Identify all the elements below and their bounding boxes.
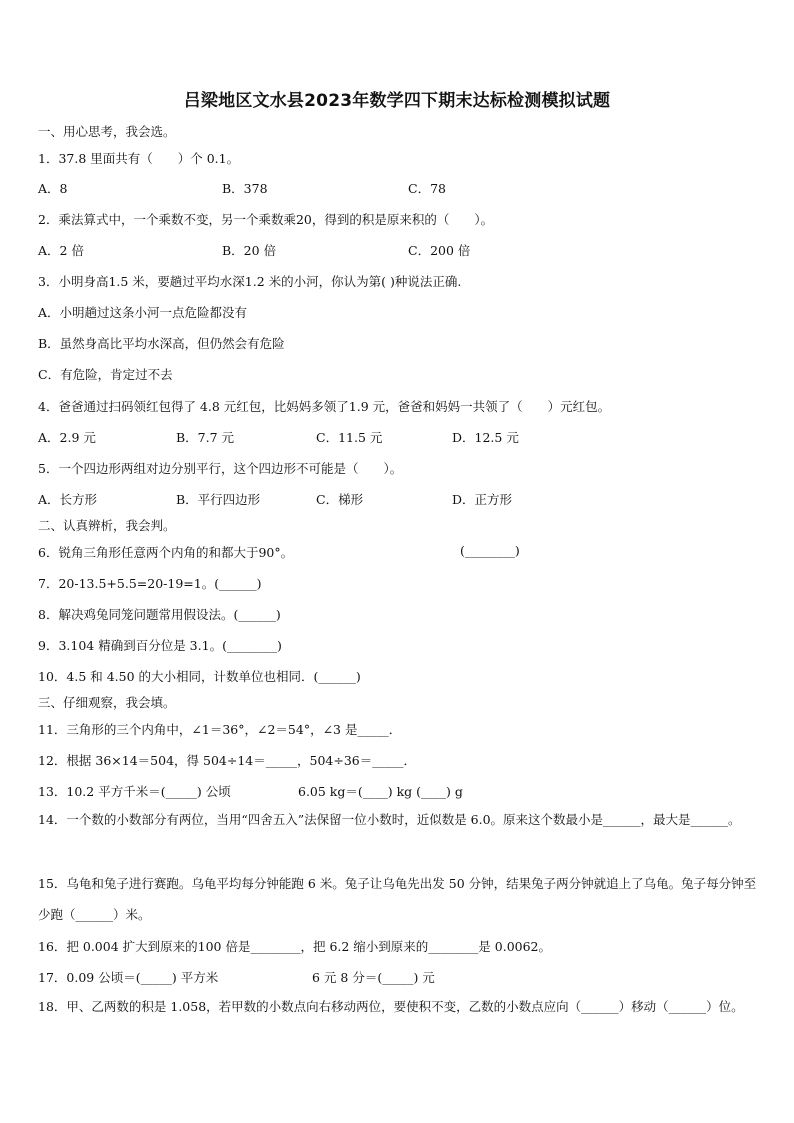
question-16: 16．把 0.004 扩大到原来的100 倍是________，把 6.2 缩小到原来的________是 0.0062。 xyxy=(38,939,552,954)
question-5-option-c: C．梯形 xyxy=(316,492,364,507)
question-4-option-a: A．2.9 元 xyxy=(38,430,96,445)
question-1-stem: 1．37.8 里面共有（ ）个 0.1。 xyxy=(38,151,240,166)
question-5-stem: 5．一个四边形两组对边分别平行，这个四边形不可能是（ ）。 xyxy=(38,461,403,476)
question-8: 8．解决鸡兔同笼问题常用假设法。(______) xyxy=(38,607,281,622)
question-6-answer-blank: (________) xyxy=(460,543,520,558)
question-3-stem: 3．小明身高1.5 米，要趟过平均水深1.2 米的小河，你认为第( )种说法正确. xyxy=(38,274,462,289)
question-2-option-c: C．200 倍 xyxy=(408,243,471,258)
question-12: 12．根据 36×14＝504，得 504÷14＝_____，504÷36＝_____． xyxy=(38,753,416,768)
question-1-option-c: C．78 xyxy=(408,181,446,196)
question-4-stem: 4．爸爸通过扫码领红包得了 4.8 元红包，比妈妈多领了1.9 元，爸爸和妈妈一共领了（ ）元红包。 xyxy=(38,399,611,414)
question-4-option-b: B．7.7 元 xyxy=(176,430,235,445)
question-2-option-a: A．2 倍 xyxy=(38,243,84,258)
question-14: 14．一个数的小数部分有两位，当用“四舍五入”法保留一位小数时，近似数是 6.0。原来这个数最小是______，最大是______。 xyxy=(38,812,741,827)
question-1-option-a: A．8 xyxy=(38,181,68,196)
question-9: 9．3.104 精确到百分位是 3.1。(________) xyxy=(38,638,282,653)
section-heading-2: 二、认真辨析，我会判。 xyxy=(38,518,176,533)
section-heading-1: 一、用心思考，我会选。 xyxy=(38,124,176,139)
question-5-option-a: A．长方形 xyxy=(38,492,98,507)
page-title: 吕梁地区文水县2023年数学四下期末达标检测模拟试题 xyxy=(183,91,611,111)
question-3-option-a: A．小明趟过这条小河一点危险都没有 xyxy=(38,305,248,320)
question-2-option-b: B．20 倍 xyxy=(222,243,277,258)
question-3-option-b: B．虽然身高比平均水深高，但仍然会有危险 xyxy=(38,336,285,351)
question-2-stem: 2．乘法算式中，一个乘数不变，另一个乘数乘20，得到的积是原来积的（ ）。 xyxy=(38,212,494,227)
question-11: 11．三角形的三个内角中，∠1＝36°，∠2＝54°，∠3 是_____． xyxy=(38,722,402,737)
question-5-option-b: B．平行四边形 xyxy=(176,492,261,507)
question-17-part-b: 6 元 8 分＝(_____) 元 xyxy=(312,970,435,985)
question-6-stem: 6．锐角三角形任意两个内角的和都大于90°。 xyxy=(38,545,294,560)
question-13-part-b: 6.05 kg＝(____) kg (____) g xyxy=(298,784,463,799)
question-10: 10．4.5 和 4.50 的大小相同，计数单位也相同．(______) xyxy=(38,669,361,684)
question-4-option-d: D．12.5 元 xyxy=(452,430,519,445)
question-18: 18．甲、乙两数的积是 1.058，若甲数的小数点向右移动两位，要使积不变，乙数的小数点应向（______）移动（______）位。 xyxy=(38,999,744,1014)
section-heading-3: 三、仔细观察，我会填。 xyxy=(38,695,176,710)
question-1-option-b: B．378 xyxy=(222,181,268,196)
question-13-part-a: 13．10.2 平方千米＝(_____) 公顷 xyxy=(38,784,231,799)
question-17-part-a: 17．0.09 公顷＝(_____) 平方米 xyxy=(38,970,219,985)
question-7: 7．20-13.5+5.5=20-19=1。(______) xyxy=(38,576,262,591)
question-4-option-c: C．11.5 元 xyxy=(316,430,383,445)
question-5-option-d: D．正方形 xyxy=(452,492,513,507)
question-3-option-c: C．有危险，肯定过不去 xyxy=(38,367,173,382)
question-15: 15．乌龟和兔子进行赛跑。乌龟平均每分钟能跑 6 米。兔子让乌龟先出发 50 分钟，结果兔子两分钟就追上了乌龟。兔子每分钟至少跑（______）米。 xyxy=(38,876,757,922)
